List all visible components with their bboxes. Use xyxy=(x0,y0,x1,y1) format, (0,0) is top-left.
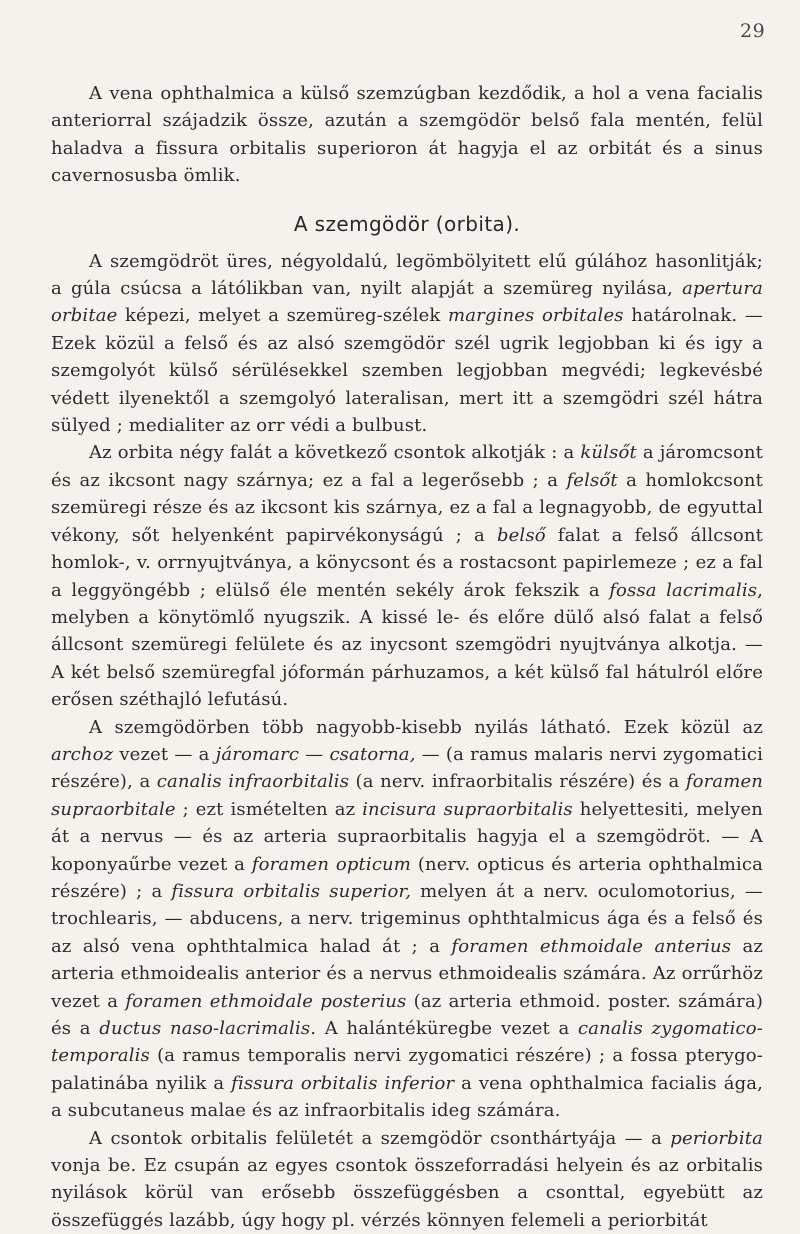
paragraph-orbit-openings xyxy=(51,714,763,1125)
text-run: vezet — a xyxy=(113,743,216,765)
section-heading: A szemgödör (orbita). xyxy=(293,211,521,236)
text-run: A csontok orbitalis felületét a szemgödör csonthártyája — a xyxy=(89,1127,671,1149)
term-italic: fissura orbitalis inferior xyxy=(231,1072,455,1094)
text-run: a homlokcsont szemüregi része és az ikcsont kis szárnya, ez a fal a legnagyobb, de egyuttal vékony, sőt helyenként papirvékonyságú ; a xyxy=(51,469,763,546)
term-italic: fossa lacrimalis xyxy=(609,579,758,601)
term-italic: foramen ethmoidale posterius xyxy=(125,990,407,1012)
text-run: a vena ophthalmica facialis ága, a subcutaneus malae és az infraorbitalis ideg számára. xyxy=(51,1072,763,1122)
term-italic: belső xyxy=(496,524,546,546)
term-italic: külsőt xyxy=(580,442,637,464)
text-run: helyettesiti, melyen át a nervus — és az arteria supraorbitalis hagyja el a szemgödröt. — A koponyaűrbe vezet a xyxy=(51,798,764,875)
text-run: az arteria ethmoidealis anterior és a nervus ethmoidealis számára. Az orrűrhöz vezet a xyxy=(51,935,764,1012)
text-run: A halántéküregbe vezet a xyxy=(316,1018,578,1039)
term-italic: incisura supraorbitalis xyxy=(362,798,573,820)
text-run: a járomcsont és az ikcsont nagy szárnya; ez a fal a legerősebb ; a xyxy=(51,442,763,491)
intro-paragraph xyxy=(51,80,763,190)
page-number: 29 xyxy=(740,20,766,42)
text-run: vonja be. Ez csupán az egyes csontok összeforradási helyein és az orbitalis nyilások körül van erősebb összefüggésben a csonttal, egyebütt az összefüggés lazább, úgy hogy pl. vérzés könnyen felemeli a periorbitát xyxy=(51,1155,763,1231)
text-run: A szemgödörben több nagyobb-kisebb nyilás látható. Ezek közül az xyxy=(89,716,763,738)
term-italic: fissura orbitalis superior, xyxy=(171,880,412,902)
intro-text: A vena ophthalmica a külső szemzúgban kezdődik, a hol a vena facialis anteriorral szájadzik össze, azután a szemgödör belső fala mentén, felül haladva a fissura orbitalis superioron át hagyja el az orbitát és a sinus cavernosusba ömlik. xyxy=(51,83,763,187)
text-run: A szemgödröt üres, négyoldalú, legömbölyitett elű gúlához hasonlitják; a gúla csúcsa a látólikban van, nyilt alapját a szemüreg nyilása, xyxy=(51,250,763,300)
term-italic: ductus naso-lacrimalis. xyxy=(99,1018,317,1039)
paragraph-periorbita xyxy=(51,1125,763,1234)
text-run: határolnak. — Ezek közül a felső és az alsó szemgödör szél ugrik legjobban ki és igy a szemgolyót külső sérülésekkel szemben legjobban megvédi; legkevésbé védett ilyenektől a szemgolyó lateralisan, mert itt a szemgödri szél hátra sülyed ; medialiter az orr védi a bulbust. xyxy=(51,305,763,437)
text-run: képezi, melyet a szemüreg-szélek xyxy=(117,305,449,327)
term-italic: felsőt xyxy=(566,469,618,491)
term-italic: járomarc — csatorna, xyxy=(215,743,416,765)
paragraph-orbit-walls xyxy=(51,439,763,713)
text-run: (az arteria ethmoid. poster. számára) és a xyxy=(51,990,763,1039)
term-italic: canalis zygomatico-temporalis xyxy=(51,1018,763,1067)
term-italic: archoz xyxy=(51,743,114,765)
text-run: falat a felső állcsont homlok-, v. orrnyujtványa, a könycsont és a rostacsont papirlemeze ; ez a fal a leggyöngébb ; elülső éle mentén sekély árok fekszik a xyxy=(51,524,763,601)
term-italic: margines orbitales xyxy=(448,305,624,327)
text-run: (nerv. opticus és arteria ophthalmica részére) ; a xyxy=(51,853,763,902)
term-italic: periorbita xyxy=(670,1127,763,1149)
text-run: Az orbita négy falát a következő csontok alkotják : a xyxy=(89,442,581,464)
page-content xyxy=(51,80,763,1234)
term-italic: foramen opticum xyxy=(251,853,412,875)
paragraph-orbit-shape xyxy=(51,248,763,440)
text-run: , melyben a könytömlő nyugszik. A kissé le- és előre dülő alsó falat a felső állcsont szemüregi felülete és az inycsont szemgödri nyujtványa alkotja. — A két belső szemüregfal jóformán párhuzamos, a két külső fal hátulról előre erősen széthajló lefutású. xyxy=(51,579,763,711)
term-italic: apertura orbitae xyxy=(51,278,763,327)
text-run: — (a ramus malaris nervi zygomatici részére), a xyxy=(51,743,763,793)
text-run: (a ramus temporalis nervi zygomatici részére) ; a fossa pterygo-palatinába nyilik a xyxy=(51,1045,763,1094)
term-italic: canalis infraorbitalis xyxy=(156,771,350,793)
text-run: (a nerv. infraorbitalis részére) és a xyxy=(349,771,686,793)
text-run: ; ezt ismételten az xyxy=(175,798,363,820)
text-run: melyen át a nerv. oculomotorius, — trochlearis, — abducens, a nerv. trigeminus ophthtalmicus ága és a felső és az alsó vena ophthtalmica halad át ; a xyxy=(51,880,764,957)
term-italic: foramen supraorbitale xyxy=(51,771,764,820)
term-italic: foramen ethmoidale anterius xyxy=(451,935,732,957)
